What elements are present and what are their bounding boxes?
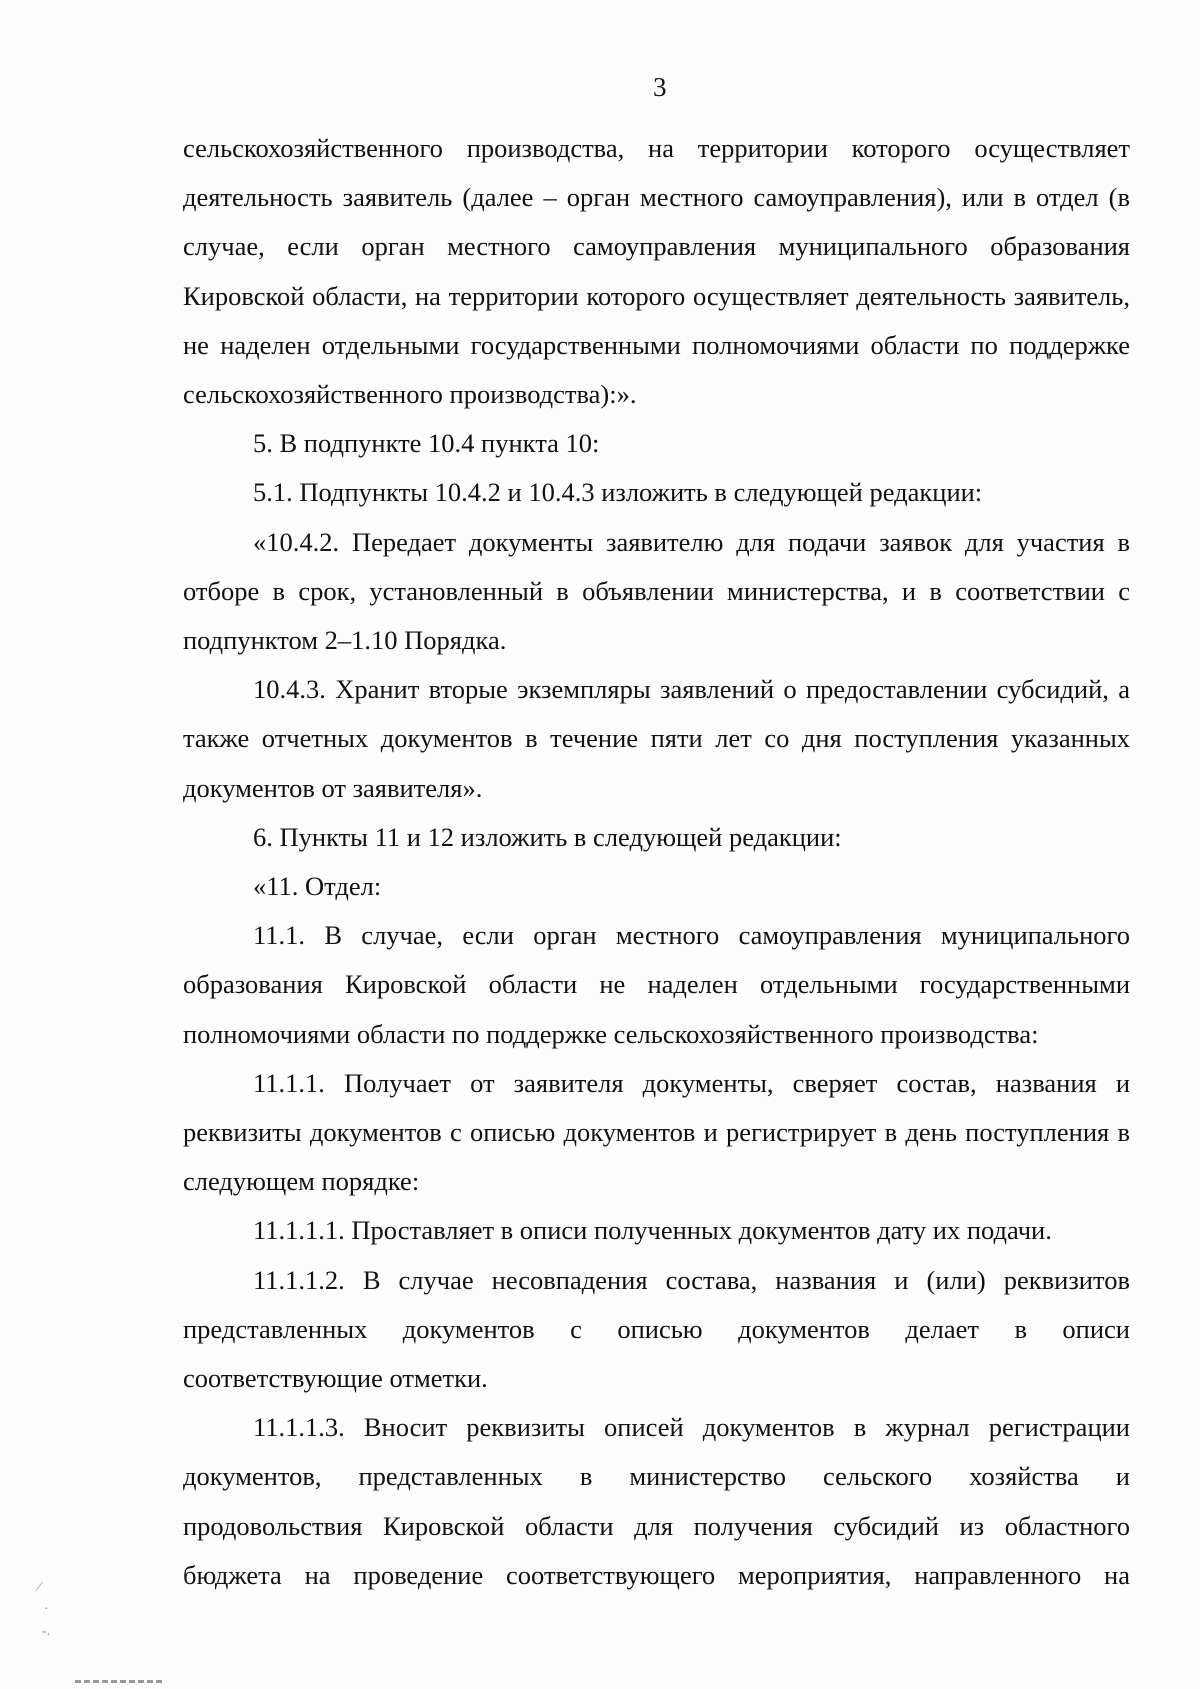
paragraph-item-11-1-1-1: 11.1.1.1. Проставляет в описи полученных документов дату их подачи.	[253, 1215, 1052, 1246]
paragraph-item-11-1-1-3: 11.1.1.3. Вносит реквизиты описей документов в журнал регистрации документов, представленных в министерство сельского хозяйства и продовольствия Кировской области для получения субсидий из областного бюджета на проведение соответствующего мероприятия, направленного на	[183, 1412, 1130, 1590]
paragraph-continuation: сельскохозяйственного производства, на территории которого осуществляет деятельность заявитель (далее – орган местного самоуправления), или в отдел (в случае, если орган местного самоуправления муниципального образования Кировской области, на территории которого осуществляет деятельность заявитель, не наделен отдельными государственными полномочиями области по поддержке сельскохозяйственного производства):».	[183, 133, 1130, 410]
paragraph-item-10-4-2: «10.4.2. Передает документы заявителю для подачи заявок для участия в отборе в срок, установленный в объявлении министерства, и в соответствии с подпунктом 2–1.10 Порядка.	[183, 526, 1130, 656]
scan-artifact-mark: ·	[44, 1602, 49, 1617]
scan-artifact-mark: ⁄	[38, 1580, 41, 1595]
page-number: 3	[653, 72, 667, 102]
paragraph-item-11-1: 11.1. В случае, если орган местного самоуправления муниципального образования Кировской области не наделен отдельными государственными полномочиями области по поддержке сельскохозяйственного производства:	[183, 920, 1130, 1049]
paragraph-item-5: 5. В подпункте 10.4 пункта 10:	[253, 428, 600, 459]
scan-artifact-mark: ‑.	[42, 1624, 51, 1639]
document-body	[183, 124, 1130, 1600]
paragraph-item-6: 6. Пункты 11 и 12 изложить в следующей редакции:	[253, 821, 842, 852]
scan-artifact-line	[75, 1680, 165, 1683]
paragraph-item-10-4-3: 10.4.3. Хранит вторые экземпляры заявлений о предоставлении субсидий, а также отчетных документов в течение пяти лет со дня поступления указанных документов от заявителя».	[183, 674, 1130, 803]
paragraph-item-11-1-1-2: 11.1.1.2. В случае несовпадения состава, названия и (или) реквизитов представленных документов с описью документов делает в описи соответствующие отметки.	[183, 1264, 1130, 1394]
paragraph-item-5-1: 5.1. Подпункты 10.4.2 и 10.4.3 изложить в следующей редакции:	[253, 477, 983, 508]
paragraph-item-11: «11. Отдел:	[253, 871, 382, 902]
paragraph-item-11-1-1: 11.1.1. Получает от заявителя документы, сверяет состав, названия и реквизиты документов с описью документов и регистрирует в день поступления в следующем порядке:	[183, 1067, 1130, 1197]
